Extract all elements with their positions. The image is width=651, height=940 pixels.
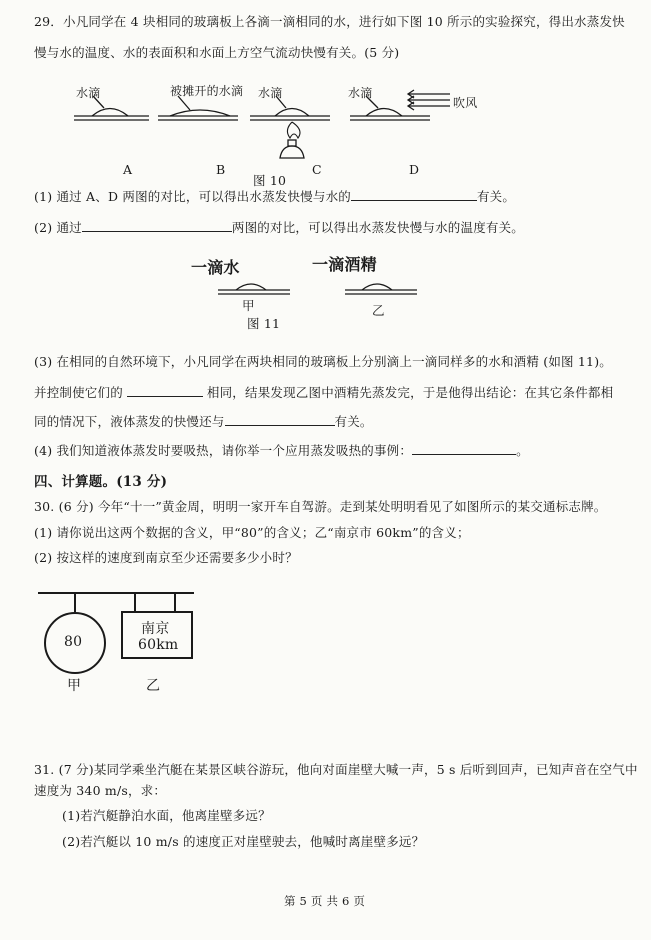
q29-sub3-blank1 bbox=[127, 384, 203, 397]
q31-line1: 31. (7 分)某同学乘坐汽艇在某景区峡谷游玩，他向对面崖壁大喊一声，5 s 后听到回声，已知声音在空气中 bbox=[34, 762, 638, 777]
page-footer: 第 5 页 共 6 页 bbox=[284, 894, 366, 908]
fig10-label-a: 水滴 bbox=[76, 86, 101, 100]
fig10-label-b: 被摊开的水滴 bbox=[170, 84, 244, 98]
fig11-caption: 图 11 bbox=[247, 316, 281, 331]
fig10-letter-b: B bbox=[216, 162, 226, 177]
q29-sub4-blank bbox=[412, 442, 516, 455]
q31-line2: 速度为 340 m/s，求： bbox=[34, 783, 167, 798]
sign-rect-line2: 60km bbox=[138, 637, 179, 653]
section4-title: 四、计算题。(13 分) bbox=[34, 474, 168, 490]
q29-sub3-line1: (3) 在相同的自然环境下，小凡同学在两块相同的玻璃板上分别滴上一滴同样多的水和酒精 (如图 11)。 bbox=[34, 354, 612, 369]
fig10-label-c: 水滴 bbox=[258, 86, 283, 100]
q29-sub2-blank bbox=[82, 219, 232, 232]
fig11-sub-left: 甲 bbox=[242, 298, 255, 313]
fig10-caption: 图 10 bbox=[253, 173, 287, 188]
sign-rect-line1: 南京 bbox=[141, 621, 170, 637]
q29-sub1: (1) 通过 A、D 两图的对比，可以得出水蒸发快慢与水的 有关。 bbox=[34, 189, 516, 204]
q29-sub4: (4) 我们知道液体蒸发时要吸热，请你举一个应用蒸发吸热的事例： 。 bbox=[34, 443, 529, 458]
q29-sub2: (2) 通过 两图的对比，可以得出水蒸发快慢与水的温度有关。 bbox=[34, 220, 524, 235]
fig11-label-water: 一滴水 bbox=[191, 258, 240, 277]
q29-sub1-blank bbox=[351, 188, 477, 201]
q30-sub2: (2) 按这样的速度到南京至少还需要多少小时？ bbox=[34, 550, 298, 565]
fig11-sub-right: 乙 bbox=[372, 303, 385, 318]
q30-line1: 30. (6 分) 今年“十一”黄金周，明明一家开车自驾游。走到某处明明看见了如图所示的某交通标志牌。 bbox=[34, 499, 607, 514]
sign-label-right: 乙 bbox=[146, 678, 161, 694]
fig10-letter-a: A bbox=[123, 162, 133, 177]
fig10-label-d: 水滴 bbox=[348, 86, 373, 100]
fig10-letter-c: C bbox=[312, 162, 322, 177]
fig10-letter-d: D bbox=[409, 162, 420, 177]
fig11-label-alcohol: 一滴酒精 bbox=[312, 255, 377, 274]
sign-circle-text: 80 bbox=[64, 634, 83, 650]
q29-sub3-line3: 同的情况下，液体蒸发的快慢还与 有关。 bbox=[34, 414, 373, 429]
q29-line1: 29．小凡同学在 4 块相同的玻璃板上各滴一滴相同的水，进行如下图 10 所示的实验探究，得出水蒸发快 bbox=[34, 14, 625, 29]
q29-sub3-blank2 bbox=[225, 413, 335, 426]
fig10-wind-label: 吹风 bbox=[453, 96, 478, 110]
q31-sub2: (2)若汽艇以 10 m/s 的速度正对崖壁驶去，他喊时离崖壁多远？ bbox=[62, 834, 425, 849]
q29-sub3-line2: 并控制使它们的 相同，结果发现乙图中酒精先蒸发完，于是他得出结论：在其它条件都相 bbox=[34, 385, 614, 400]
q29-line2: 慢与水的温度、水的表面积和水面上方空气流动快慢有关。(5 分) bbox=[34, 45, 400, 60]
q30-sub1: (1) 请你说出这两个数据的含义，甲“80”的含义；乙“南京市 60km”的含义； bbox=[34, 525, 470, 540]
sign-label-left: 甲 bbox=[67, 678, 82, 694]
q31-sub1: (1)若汽艇静泊水面，他离崖壁多远？ bbox=[62, 808, 271, 823]
